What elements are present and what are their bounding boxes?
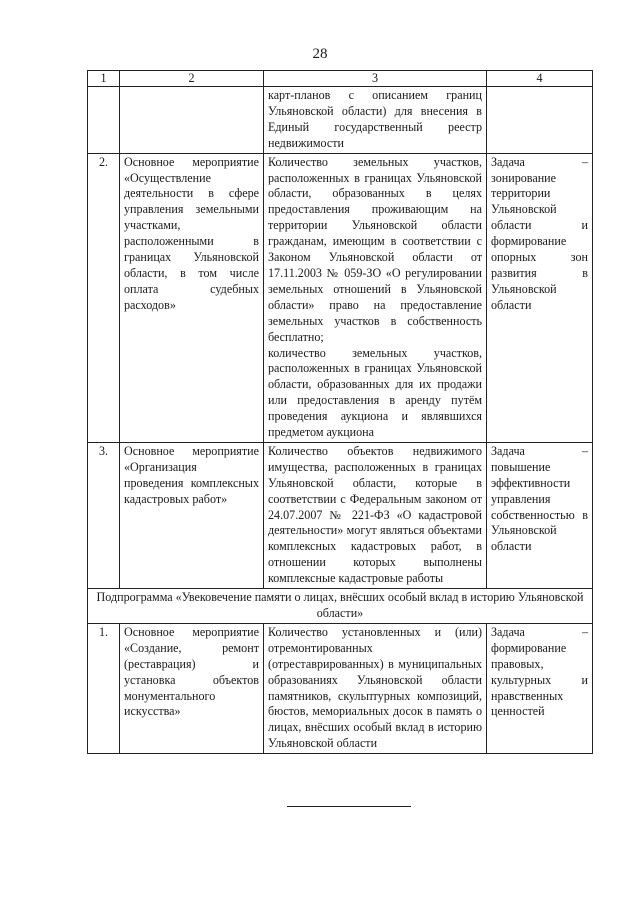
table-header-row (88, 71, 593, 87)
table-row (88, 623, 593, 753)
indicator-cell: Количество установленных и (или) отремонтированных (отреставрированных) в муниципальных образованиях Ульяновской области памятников, скульптурных композиций, бюстов, мемориальных досок в память о лицах, внёсших особый вклад в историю Ульяновской области (264, 623, 487, 753)
column-header-2: 2 (120, 71, 264, 87)
table-row (88, 442, 593, 588)
measure-cell: Основное мероприятие «Осуществление деятельности в сфере управления земельными участками, расположенными в границах Ульяновской области, в том числе оплата судебных расходов» (120, 153, 264, 442)
task-cell: Задача – повышение эффективности управления собственностью в Ульяновской области (487, 442, 593, 588)
table-row (88, 153, 593, 442)
indicator-cell (264, 153, 487, 442)
continuation-indicator: карт-планов с описанием границ Ульяновской области) для внесения в Единый государственный реестр недвижимости (264, 87, 487, 154)
measure-cell: Основное мероприятие «Организация проведения комплексных кадастровых работ» (120, 442, 264, 588)
measures-table (87, 70, 593, 754)
subprogram-row (88, 589, 593, 624)
row-number: 1. (88, 623, 120, 753)
measure-cell: Основное мероприятие «Создание, ремонт (реставрация) и установка объектов монументального искусства» (120, 623, 264, 753)
end-divider-line (287, 806, 411, 807)
column-header-3: 3 (264, 71, 487, 87)
column-header-4: 4 (487, 71, 593, 87)
indicator-text: количество земельных участков, расположенных в границах Ульяновской области, образованных для их продажи или предоставления в аренду путём проведения аукциона и являвшихся предметом аукциона (268, 345, 482, 440)
page-number: 28 (312, 46, 328, 62)
indicator-text: Количество земельных участков, расположенных в границах Ульяновской области, образованных в целях предоставления проживающим на территории Ульяновской области гражданам, имеющим в соответствии с Законом Ульяновской области от 17.11.2003 № 059-ЗО «О регулировании земельных отношений в Ульяновской области» право на предоставление земельных участков в собственность бесплатно; (268, 154, 482, 344)
column-header-1: 1 (88, 71, 120, 87)
indicator-cell: Количество объектов недвижимого имущества, расположенных в границах Ульяновской области, которые в соответствии с Федеральным законом от 24.07.2007 № 221-ФЗ «О кадастровой деятельности» могут являться объектами комплексных кадастровых работ, в отношении которых выполнены комплексные кадастровые работы (264, 442, 487, 588)
subprogram-title: Подпрограмма «Увековечение памяти о лицах, внёсших особый вклад в историю Ульяновской области» (88, 589, 593, 624)
row-number: 2. (88, 153, 120, 442)
task-cell: Задача – зонирование территории Ульяновской области и формирование опорных зон развития в Ульяновской области (487, 153, 593, 442)
row-number: 3. (88, 442, 120, 588)
table-row-continuation (88, 87, 593, 154)
task-cell: Задача – формирование правовых, культурных и нравственных ценностей (487, 623, 593, 753)
